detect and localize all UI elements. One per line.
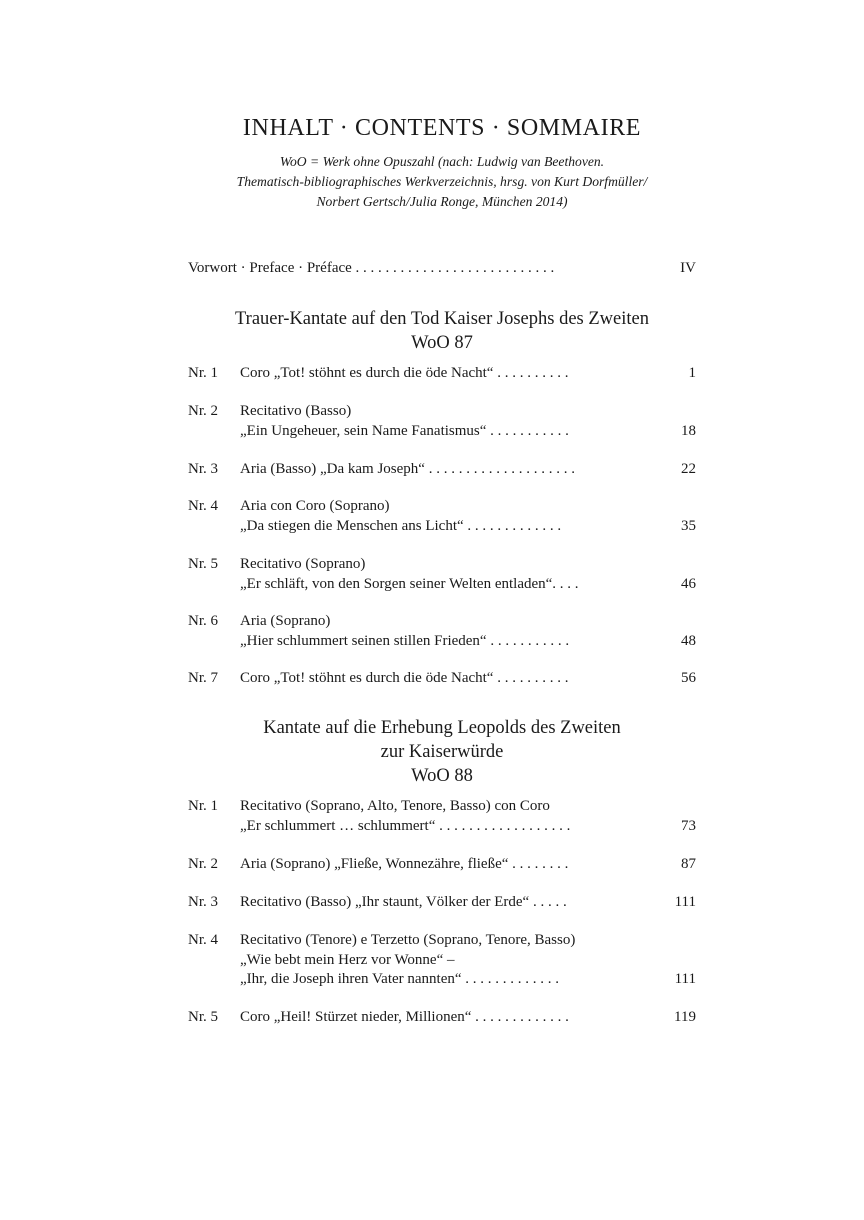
entry-title: „Ihr, die Joseph ihren Vater nannten“ . . . . . . . . . . . . . — [240, 971, 560, 987]
entry-title: Recitativo (Basso) — [240, 403, 352, 419]
entry-number: Nr. 3 — [188, 461, 218, 477]
entry-title: Aria (Basso) „Da kam Joseph“ . . . . . . . . . . . . . . . . . . . . — [240, 461, 575, 477]
entry-title: „Er schläft, von den Sorgen seiner Welten entladen“. . . . — [240, 575, 579, 592]
page-number: 1 — [688, 365, 696, 381]
toc-entry-preface[interactable] — [188, 259, 696, 279]
section-heading-woo88 — [188, 716, 696, 788]
page-number: 22 — [681, 461, 696, 477]
heading-line: WoO 88 — [411, 766, 473, 786]
entry-number: Nr. 2 — [188, 403, 218, 419]
entry-title: Recitativo (Soprano) — [240, 556, 366, 572]
abbreviation-note — [176, 152, 708, 212]
entry-title: Recitativo (Basso) „Ihr staunt, Völker der Erde“ . . . . . — [240, 894, 567, 910]
toc-entry[interactable] — [188, 893, 696, 913]
entry-number: Nr. 4 — [188, 498, 218, 514]
entry-title: „Hier schlummert seinen stillen Frieden“ . . . . . . . . . . . — [240, 632, 570, 649]
note-line: Thematisch-bibliographisches Werkverzeichnis, hrsg. von Kurt Dorfmüller/ — [236, 174, 648, 189]
page-number: 35 — [681, 517, 696, 534]
entry-title: Recitativo (Soprano, Alto, Tenore, Basso) con Coro — [240, 798, 550, 814]
page-number: IV — [680, 260, 696, 276]
heading-line: WoO 87 — [411, 333, 473, 353]
toc-entry[interactable] — [188, 1008, 696, 1028]
entry-number: Nr. 4 — [188, 932, 218, 948]
entry-number: Nr. 1 — [188, 798, 218, 814]
entry-number: Nr. 7 — [188, 670, 218, 686]
toc-entry[interactable] — [188, 669, 696, 689]
note-line: WoO = Werk ohne Opuszahl (nach: Ludwig van Beethoven. — [279, 154, 605, 169]
page-number: 111 — [674, 971, 696, 987]
entry-title: „Er schlummert … schlummert“ . . . . . . . . . . . . . . . . . . — [240, 817, 571, 834]
entry-number: Nr. 1 — [188, 365, 218, 381]
entry-number: Nr. 3 — [188, 894, 218, 910]
entry-title: Aria (Soprano) „Fließe, Wonnezähre, fließe“ . . . . . . . . — [240, 856, 569, 872]
page-number: 119 — [674, 1009, 696, 1025]
entry-title: Aria (Soprano) — [240, 613, 331, 629]
toc-entry[interactable] — [188, 612, 696, 651]
note-line: Norbert Gertsch/Julia Ronge, München 2014) — [316, 194, 568, 209]
toc-entry[interactable] — [188, 497, 696, 536]
page-number: 48 — [681, 632, 696, 649]
page-title: INHALT · CONTENTS · SOMMAIRE — [242, 115, 642, 141]
page-number: 18 — [681, 422, 696, 439]
heading-line: zur Kaiserwürde — [380, 742, 504, 762]
entry-number: Nr. 2 — [188, 856, 218, 872]
heading-line: Trauer-Kantate auf den Tod Kaiser Josephs des Zweiten — [235, 309, 649, 329]
toc-entry[interactable] — [188, 402, 696, 441]
page-number: 111 — [674, 894, 696, 910]
entry-number: Nr. 5 — [188, 1009, 218, 1025]
entry-title: Recitativo (Tenore) e Terzetto (Soprano, Tenore, Basso) — [240, 932, 576, 948]
heading-line: Kantate auf die Erhebung Leopolds des Zweiten — [263, 718, 621, 738]
page-number: 73 — [681, 817, 696, 834]
page-number: 46 — [681, 575, 696, 592]
entry-title: Coro „Heil! Stürzet nieder, Millionen“ . . . . . . . . . . . . . — [240, 1009, 569, 1025]
toc-entry[interactable] — [188, 364, 696, 384]
toc-entry[interactable] — [188, 555, 696, 594]
toc-entry[interactable] — [188, 931, 696, 990]
entry-title: Coro „Tot! stöhnt es durch die öde Nacht“ . . . . . . . . . . — [240, 670, 569, 686]
section-heading-woo87 — [188, 307, 696, 355]
entry-number: Nr. 6 — [188, 613, 218, 629]
entry-title: „Ein Ungeheuer, sein Name Fanatismus“ . . . . . . . . . . . — [240, 422, 569, 439]
entry-title: Vorwort · Preface · Préface . . . . . . . . . . . . . . . . . . . . . . . . . . . — [188, 260, 555, 276]
toc-entry[interactable] — [188, 797, 696, 836]
entry-title: Coro „Tot! stöhnt es durch die öde Nacht“ . . . . . . . . . . — [240, 365, 569, 381]
entry-title: „Wie bebt mein Herz vor Wonne“ – — [240, 951, 455, 968]
toc-entry[interactable] — [188, 855, 696, 875]
entry-title: „Da stiegen die Menschen ans Licht“ . . . . . . . . . . . . . — [240, 517, 562, 534]
entry-title: Aria con Coro (Soprano) — [240, 498, 390, 514]
page-number: 87 — [681, 856, 696, 872]
toc-entry[interactable] — [188, 460, 696, 480]
entry-number: Nr. 5 — [188, 556, 218, 572]
page-number: 56 — [681, 670, 696, 686]
